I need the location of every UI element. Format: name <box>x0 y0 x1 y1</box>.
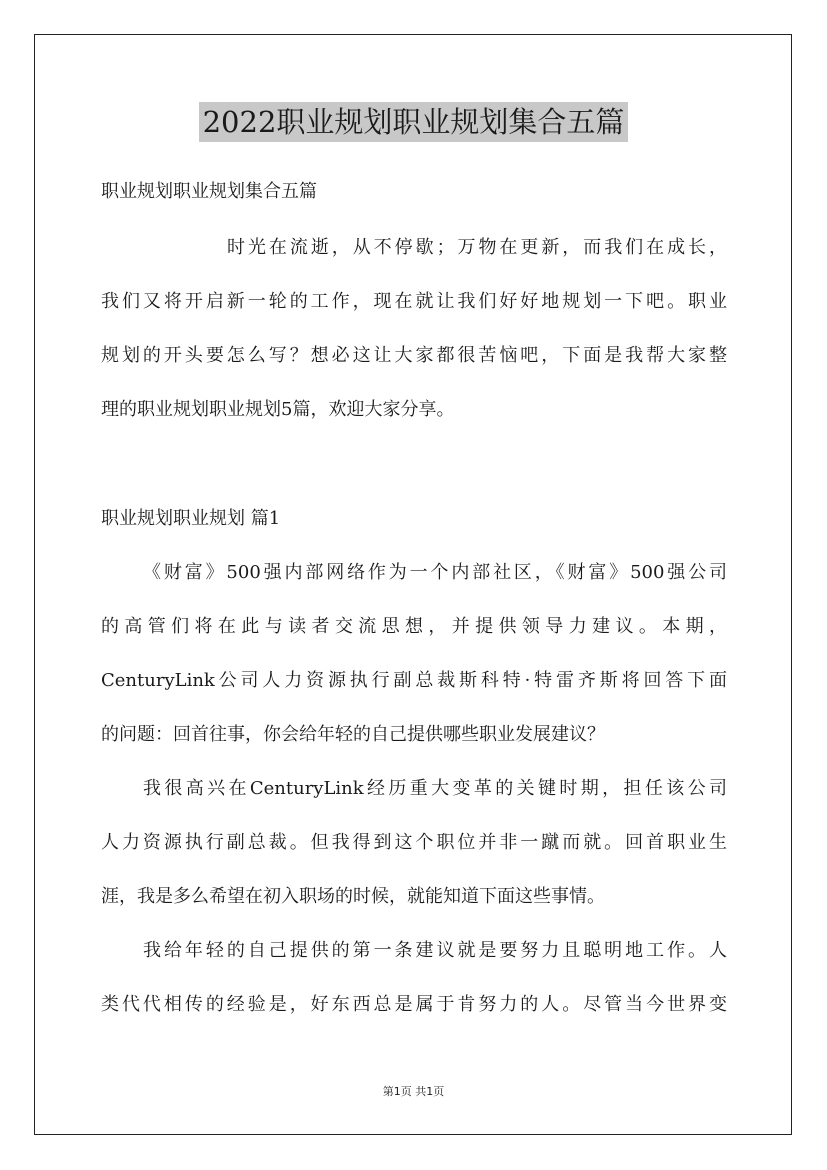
page-footer: 第1页 共1页 <box>382 1085 445 1098</box>
intro-line-1: 时光在流逝，从不停歇；万物在更新，而我们在成长， <box>227 237 727 258</box>
intro-line-3: 规划的开头要怎么写？想必这让大家都很苦恼吧，下面是我帮大家整 <box>101 345 727 366</box>
body-line-7: 涯，我是多么希望在初入职场的时候，就能知道下面这些事情。 <box>101 886 605 907</box>
intro-line-2: 我们又将开启新一轮的工作，现在就让我们好好地规划一下吧。职业 <box>101 291 727 312</box>
body-line-6: 人力资源执行副总裁。但我得到这个职位并非一蹴而就。回首职业生 <box>101 832 727 853</box>
body-line-1: 《财富》500强内部网络作为一个内部社区，《财富》500强公司 <box>143 562 727 583</box>
body-line-4: 的问题：回首往事，你会给年轻的自己提供哪些职业发展建议？ <box>101 724 605 745</box>
body-line-3: CenturyLink公司人力资源执行副总裁斯科特·特雷齐斯将回答下面 <box>101 670 727 691</box>
body-line-5: 我很高兴在CenturyLink经历重大变革的关键时期，担任该公司 <box>143 778 727 799</box>
intro-line-4: 理的职业规划职业规划5篇，欢迎大家分享。 <box>101 399 455 420</box>
section-heading: 职业规划职业规划 篇1 <box>101 508 281 529</box>
body-line-9: 类代代相传的经验是，好东西总是属于肯努力的人。尽管当今世界变 <box>101 994 727 1015</box>
document-subtitle: 职业规划职业规划集合五篇 <box>101 181 317 202</box>
body-line-8: 我给年轻的自己提供的第一条建议就是要努力且聪明地工作。人 <box>143 940 727 961</box>
document-title: 2022职业规划职业规划集合五篇 <box>199 102 629 142</box>
body-line-2: 的高管们将在此与读者交流思想，并提供领导力建议。本期， <box>101 616 727 637</box>
title-block <box>0 102 827 142</box>
